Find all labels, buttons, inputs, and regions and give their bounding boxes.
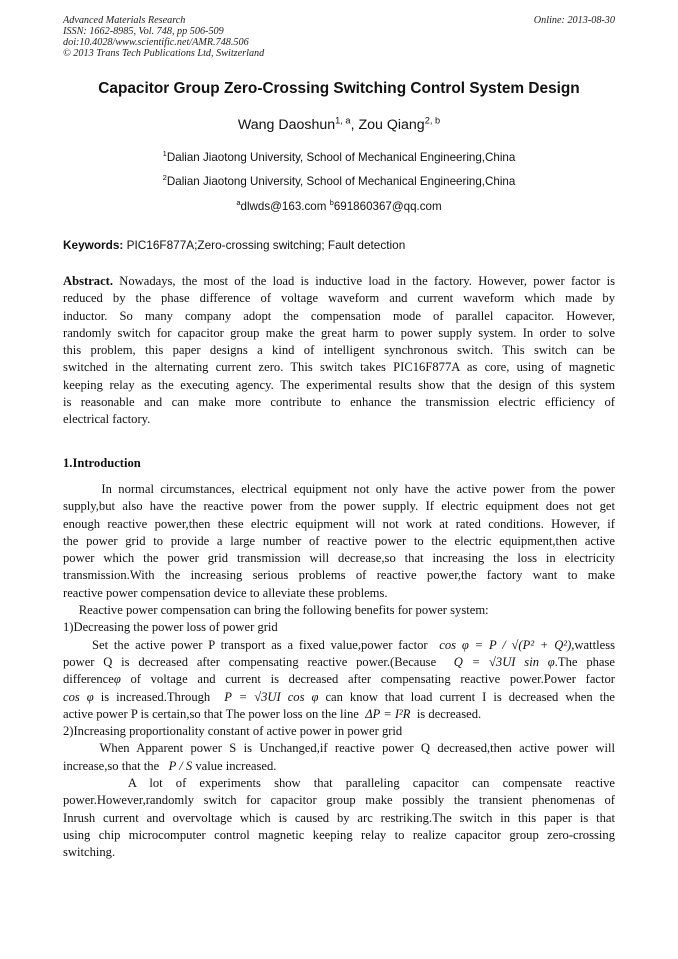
intro-line: differenceφ of voltage and current is decreased after compensating reactive power.Power factor <box>63 672 615 687</box>
affiliation-2-text: Dalian Jiaotong University, School of Mechanical Engineering,China <box>166 175 516 188</box>
author-2: Zou Qiang <box>358 117 425 133</box>
affiliation-2-sup: 2 <box>162 173 167 183</box>
keywords-label: Keywords: <box>63 238 124 252</box>
abstract-line: reduced by the phase difference of voltage waveform and current waveform which made by <box>63 291 615 306</box>
abstract-line: keeping relay as the executing agency. The experimental results show that the design of this system <box>63 377 615 392</box>
intro-line: active power P is certain,so that The power loss on the line ΔP = I²R is decreased. <box>63 706 482 721</box>
introduction-body <box>63 481 615 862</box>
intro-line: increase,so that the P / S value increased. <box>63 758 277 773</box>
journal-name: Advanced Materials Research <box>63 15 186 26</box>
formula-power-factor: cos φ = P / √(P² + Q²) <box>439 637 572 652</box>
journal-header <box>63 15 615 59</box>
author-line <box>0 117 678 133</box>
abstract-label: Abstract. <box>63 274 114 288</box>
intro-line: cos φ is increased.Through P = √3UI cos φ can know that load current I is decreased when the <box>63 689 616 704</box>
abstract-line: Abstract. Nowadays, the most of the load is inductive load in the factory. However, power factor is <box>63 274 615 288</box>
copyright-line: © 2013 Trans Tech Publications Ltd, Switzerland <box>63 48 265 59</box>
author-separator: , <box>350 117 359 133</box>
abstract-line: this problem, this paper designs a kind of intelligent synchronous switch. This switch can be <box>63 343 615 358</box>
formula-cos-phi: cos φ <box>63 689 94 704</box>
emails <box>0 200 678 213</box>
intro-line: Inrush current and overvoltage which is caused by arc restriking.The switch in this paper is that <box>63 810 615 825</box>
abstract <box>63 273 615 429</box>
intro-line: power Q is decreased after compensating reactive power.(Because Q = √3UI sin φ.The phase <box>63 654 615 669</box>
doi-line: doi:10.4028/www.scientific.net/AMR.748.506 <box>63 37 249 48</box>
formula-p-over-s: P / S <box>168 758 193 773</box>
intro-line: transmission.With the increasing serious problems of reactive power,the factory want to make <box>63 568 615 583</box>
abstract-line: inductor. So many company adopt the compensation mode of parallel capacitor. However, <box>63 308 615 323</box>
formula-phi: φ <box>113 672 121 687</box>
abstract-line: is reasonable and can make more contribute to enhance the transmission electric efficiency of <box>63 395 615 410</box>
intro-line: using chip microcomputer control magnetic keeping relay to realize capacitor group zero-crossing <box>63 827 615 842</box>
online-date: Online: 2013-08-30 <box>533 15 615 26</box>
email-b[interactable]: 691860367@qq.com <box>333 200 442 213</box>
list-item-1: 1)Decreasing the power loss of power grid <box>63 620 278 635</box>
intro-line: the power grid to provide a large number of reactive power to the electric equipment,then active <box>63 533 615 548</box>
paper-title: Capacitor Group Zero-Crossing Switching Control System Design <box>98 80 580 97</box>
formula-power-loss: ΔP = I²R <box>365 706 411 721</box>
formula-reactive-power: Q = √3UI sin φ <box>453 654 555 669</box>
intro-line: When Apparent power S is Unchanged,if reactive power Q decreased,then active power will <box>63 741 615 756</box>
abstract-line: randomly switch for capacitor group make the great harm to power supply system. In order to solve <box>63 325 615 340</box>
email-a-sup: a <box>236 198 241 208</box>
affiliation-1-text: Dalian Jiaotong University, School of Mechanical Engineering,China <box>166 151 516 164</box>
intro-line: power which the power grid transmission will decrease,so that increasing the loss in electricity <box>63 551 615 566</box>
intro-line: reactive power compensation device to alleviate these problems. <box>63 585 388 600</box>
affiliation-1-sup: 1 <box>162 149 167 159</box>
issn-line: ISSN: 1662-8985, Vol. 748, pp 506-509 <box>63 26 224 37</box>
intro-line: supply,but also have the reactive power from the power supply. If electric equipment does not get <box>63 499 615 514</box>
intro-line: In normal circumstances, electrical equipment not only have the active power from the power <box>63 482 615 496</box>
intro-line: switching. <box>63 845 116 860</box>
intro-line: Set the active power P transport as a fixed value,power factor cos φ = P / √(P² + Q²),wattless <box>63 637 616 652</box>
intro-line: power.However,randomly switch for capacitor group make possibly the transient phenomenas of <box>63 793 615 808</box>
abstract-line: electrical factory. <box>63 412 151 427</box>
keywords-text: PIC16F877A;Zero-crossing switching; Fault detection <box>126 238 406 252</box>
intro-line: Reactive power compensation can bring the following benefits for power system: <box>63 603 489 618</box>
abstract-line: switched in the alternating current zero. This switch takes PIC16F877A as core, using of magnetic <box>63 360 615 375</box>
affiliation-2 <box>0 175 678 188</box>
section-heading-introduction: 1.Introduction <box>63 456 141 470</box>
formula-active-power: P = √3UI cos φ <box>224 689 319 704</box>
author-1-sup: 1, a <box>335 115 351 126</box>
intro-line: A lot of experiments show that paralleling capacitor can compensate reactive <box>63 776 615 791</box>
author-1: Wang Daoshun <box>237 117 336 133</box>
affiliation-1 <box>0 151 678 164</box>
keywords <box>63 238 405 252</box>
list-item-2: 2)Increasing proportionality constant of active power in power grid <box>63 724 403 739</box>
email-a[interactable]: dlwds@163.com <box>240 200 327 213</box>
intro-line: enough reactive power,then these electric equipment will not work at rated conditions. However, if <box>63 516 615 531</box>
email-b-sup: b <box>329 198 334 208</box>
author-2-sup: 2, b <box>424 115 441 126</box>
